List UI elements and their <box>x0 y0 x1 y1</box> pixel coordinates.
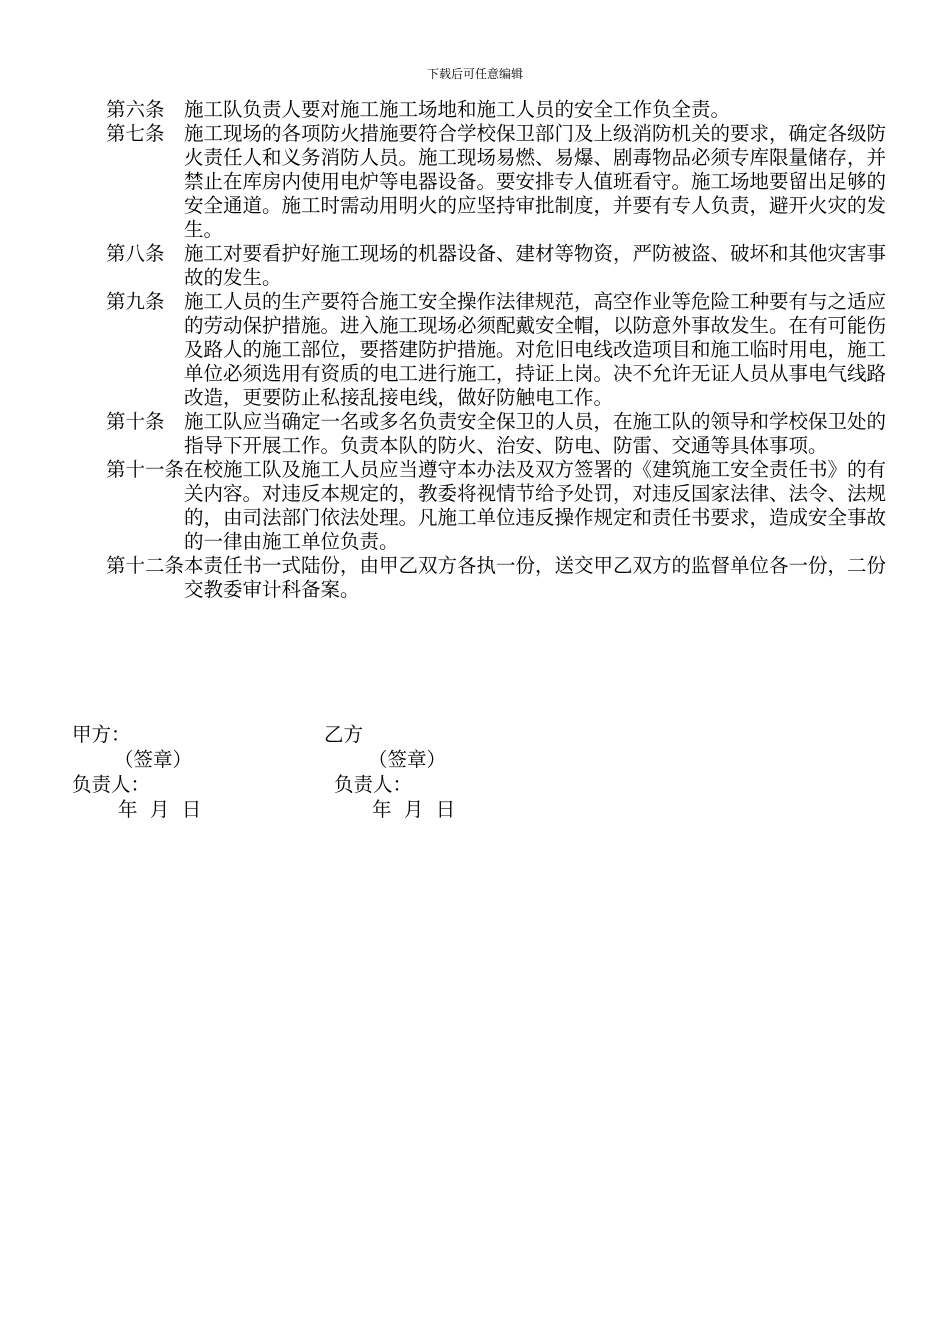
party-a-seal: （签章） <box>114 748 193 771</box>
party-a-date: 年 月 日 <box>118 798 202 821</box>
clause-8 <box>106 242 896 290</box>
clause-list <box>106 98 896 602</box>
clause-text: 施工队应当确定一名或多名负责安全保卫的人员，在施工队的领导和学校保卫处的指导下开展工作。负责本队的防火、治安、防电、防雷、交通等具体事项。 <box>184 410 887 457</box>
party-b-person: 负责人： <box>334 773 413 796</box>
party-a-person: 负责人： <box>72 773 151 796</box>
clause-text: 施工队负责人要对施工施工场地和施工人员的安全工作负全责。 <box>184 98 731 121</box>
clause-text: 在校施工队及施工人员应当遵守本办法及双方签署的《建筑施工安全责任书》的有关内容。对违反本规定的，教委将视情节给予处罚，对违反国家法律、法令、法规的，由司法部门依法处理。凡施工单位违反操作规定和责任书要求，造成安全事故的一律由施工单位负责。 <box>184 458 887 553</box>
clause-label: 第八条 <box>106 242 165 265</box>
clause-label: 第十条 <box>106 410 165 433</box>
clause-label: 第七条 <box>106 122 165 145</box>
party-b-seal: （签章） <box>368 748 447 771</box>
party-a-label: 甲方： <box>72 723 131 746</box>
clause-9 <box>106 290 896 410</box>
clause-label: 第十二条 <box>106 554 185 577</box>
clause-7 <box>106 122 896 242</box>
clause-12 <box>106 554 896 602</box>
party-b-label: 乙方 <box>324 723 364 746</box>
clause-label: 第六条 <box>106 98 165 121</box>
page-header: 下载后可任意编辑 <box>426 67 523 81</box>
clause-10 <box>106 410 896 458</box>
clause-text: 本责任书一式陆份，由甲乙双方各执一份，送交甲乙双方的监督单位各一份，二份交教委审计科备案。 <box>184 554 887 601</box>
clause-label: 第九条 <box>106 290 165 313</box>
party-b-date: 年 月 日 <box>372 798 456 821</box>
clause-11 <box>106 458 896 554</box>
clause-text: 施工对要看护好施工现场的机器设备、建材等物资，严防被盗、破坏和其他灾害事故的发生。 <box>184 242 887 289</box>
clause-6 <box>106 98 896 122</box>
clause-text: 施工现场的各项防火措施要符合学校保卫部门及上级消防机关的要求，确定各级防火责任人和义务消防人员。施工现场易燃、易爆、剧毒物品必须专库限量储存，并禁止在库房内使用电炉等电器设备。要安排专人值班看守。施工场地要留出足够的安全通道。施工时需动用明火的应坚持审批制度，并要有专人负责，避开火灾的发生。 <box>184 122 887 241</box>
clause-text: 施工人员的生产要符合施工安全操作法律规范，高空作业等危险工种要有与之适应的劳动保护措施。进入施工现场必须配戴安全帽，以防意外事故发生。在有可能伤及路人的施工部位，要搭建防护措施。对危旧电线改造项目和施工临时用电，施工单位必须选用有资质的电工进行施工，持证上岗。决不允许无证人员从事电气线路改造，更要防止私接乱接电线，做好防触电工作。 <box>184 290 887 409</box>
clause-label: 第十一条 <box>106 458 185 481</box>
